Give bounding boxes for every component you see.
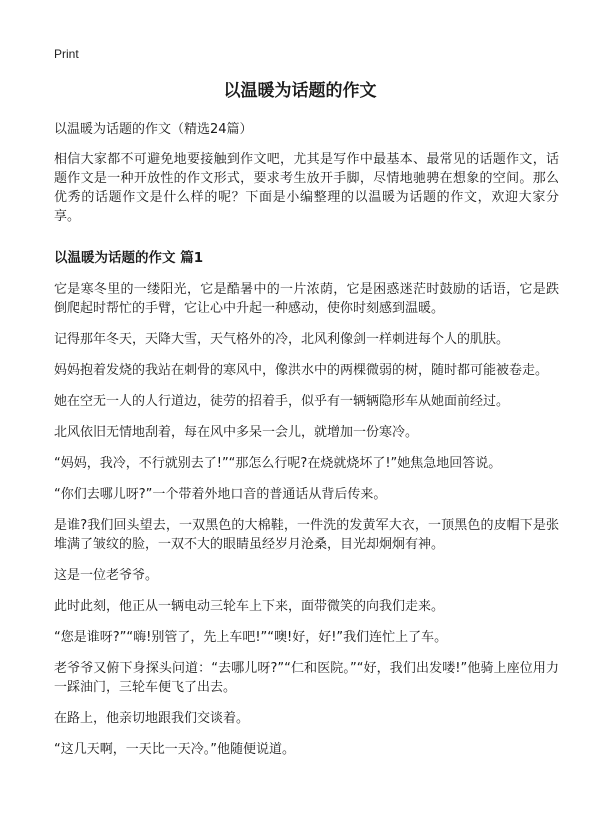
paragraph: “你们去哪儿呀?”一个带着外地口音的普通话从背后传来。 [54,487,387,502]
paragraph: 是谁?我们回头望去，一双黑色的大棉鞋，一件洗的发黄军大衣，一顶黑色的皮帽下是张堆满了皱纹的脸，一双不大的眼睛虽经岁月沧桑，目光却炯炯有神。 [54,518,559,552]
paragraph: 北风依旧无情地刮着，每在风中多呆一会儿，就增加一份寒冷。 [54,425,419,440]
paragraph: 在路上，他亲切地跟我们交谈着。 [54,711,250,726]
paragraph: 此时此刻，他正从一辆电动三轮车上下来，面带微笑的向我们走来。 [54,599,445,614]
paragraph: 妈妈抱着发烧的我站在刺骨的寒风中，像洪水中的两棵微弱的树，随时都可能被卷走。 [54,363,549,378]
section-heading: 以温暖为话题的作文 篇1 [54,250,204,266]
print-link[interactable]: Print [54,47,79,61]
paragraph: 它是寒冬里的一缕阳光，它是酷暑中的一片浓荫，它是困惑迷茫时鼓励的话语，它是跌倒爬起时帮忙的手臂，它让心中升起一种感动，使你时刻感到温暖。 [54,282,559,316]
paragraph: 她在空无一人的人行道边，徒劳的招着手，似乎有一辆辆隐形车从她面前经过。 [54,394,510,409]
paragraph: 这是一位老爷爷。 [54,568,159,583]
article-body [54,150,559,771]
paragraph: 记得那年冬天，天降大雪，天气格外的冷，北风利像剑一样刺进每个人的肌肤。 [54,332,510,347]
paragraph: “您是谁呀?”“嗨!别管了，先上车吧!”“噢!好，好!”我们连忙上了车。 [54,630,448,645]
intro-paragraph: 相信大家都不可避免地要接触到作文吧，尤其是写作中最基本、最常见的话题作文，话题作文是一种开放性的作文形式，要求考生放开手脚，尽情地驰骋在想象的空间。那么优秀的话题作文是什么样的呢？下面是小编整理的以温暖为话题的作文，欢迎大家分享。 [54,152,559,224]
paragraph: “这几天啊，一天比一天冷。”他随便说道。 [54,742,295,757]
paragraph: 老爷爷又俯下身探头问道：“去哪儿呀?”“仁和医院。”“好，我们出发喽!”他骑上座位用力一踩油门，三轮车便飞了出去。 [54,661,559,695]
page-title: 以温暖为话题的作文 [223,81,377,101]
paragraph: “妈妈，我冷，不行就别去了!”“那怎么行呢?在烧就烧坏了!”她焦急地回答说。 [54,456,502,471]
document-subtitle: 以温暖为话题的作文（精选24篇） [54,122,253,137]
